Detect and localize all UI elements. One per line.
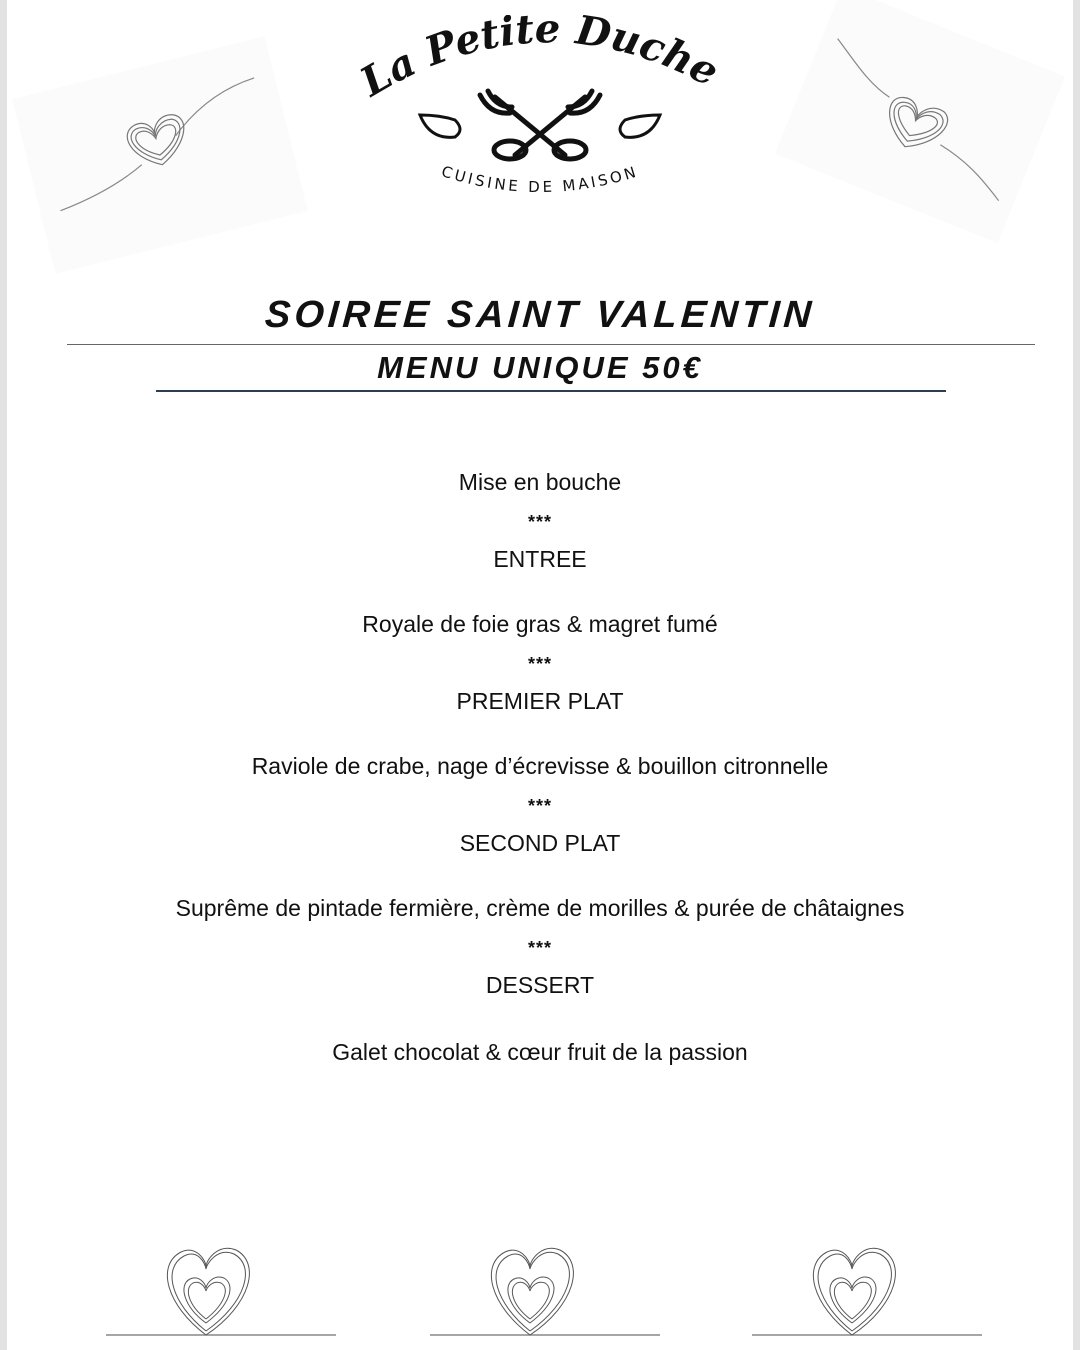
logo-tagline: CUISINE DE MAISON bbox=[439, 162, 641, 197]
restaurant-logo bbox=[360, 15, 720, 210]
menu-dish: Galet chocolat & cœur fruit de la passion bbox=[332, 1039, 748, 1065]
page-title: SOIREE SAINT VALENTIN bbox=[263, 294, 817, 336]
menu-dish: Raviole de crabe, nage d’écrevisse & bouillon citronnelle bbox=[251, 753, 829, 779]
menu-dish: Royale de foie gras & magret fumé bbox=[362, 611, 718, 637]
heart-line-icon bbox=[752, 1235, 982, 1340]
separator: *** bbox=[527, 654, 552, 674]
course-heading: PREMIER PLAT bbox=[456, 688, 624, 714]
divider bbox=[156, 390, 946, 392]
menu-dish: Mise en bouche bbox=[458, 469, 622, 495]
heart-line-icon bbox=[430, 1235, 660, 1340]
divider bbox=[67, 344, 1035, 345]
logo-brand-name: a Petite Duch bbox=[379, 15, 702, 93]
svg-text:CUISINE DE MAISON bbox=[439, 162, 640, 196]
separator: *** bbox=[527, 512, 552, 532]
course-heading: DESSERT bbox=[485, 972, 595, 998]
course-heading: ENTREE bbox=[493, 546, 587, 572]
course-heading: SECOND PLAT bbox=[459, 830, 621, 856]
menu-price-subtitle: MENU UNIQUE 50€ bbox=[377, 350, 703, 385]
separator: *** bbox=[527, 796, 552, 816]
separator: *** bbox=[527, 938, 552, 958]
heart-line-icon bbox=[106, 1235, 336, 1340]
menu-dish: Suprême de pintade fermière, crème de morilles & purée de châtaignes bbox=[175, 895, 905, 921]
crossed-forks-icon bbox=[480, 91, 600, 159]
svg-text:La Petite Duche bbox=[360, 15, 720, 106]
